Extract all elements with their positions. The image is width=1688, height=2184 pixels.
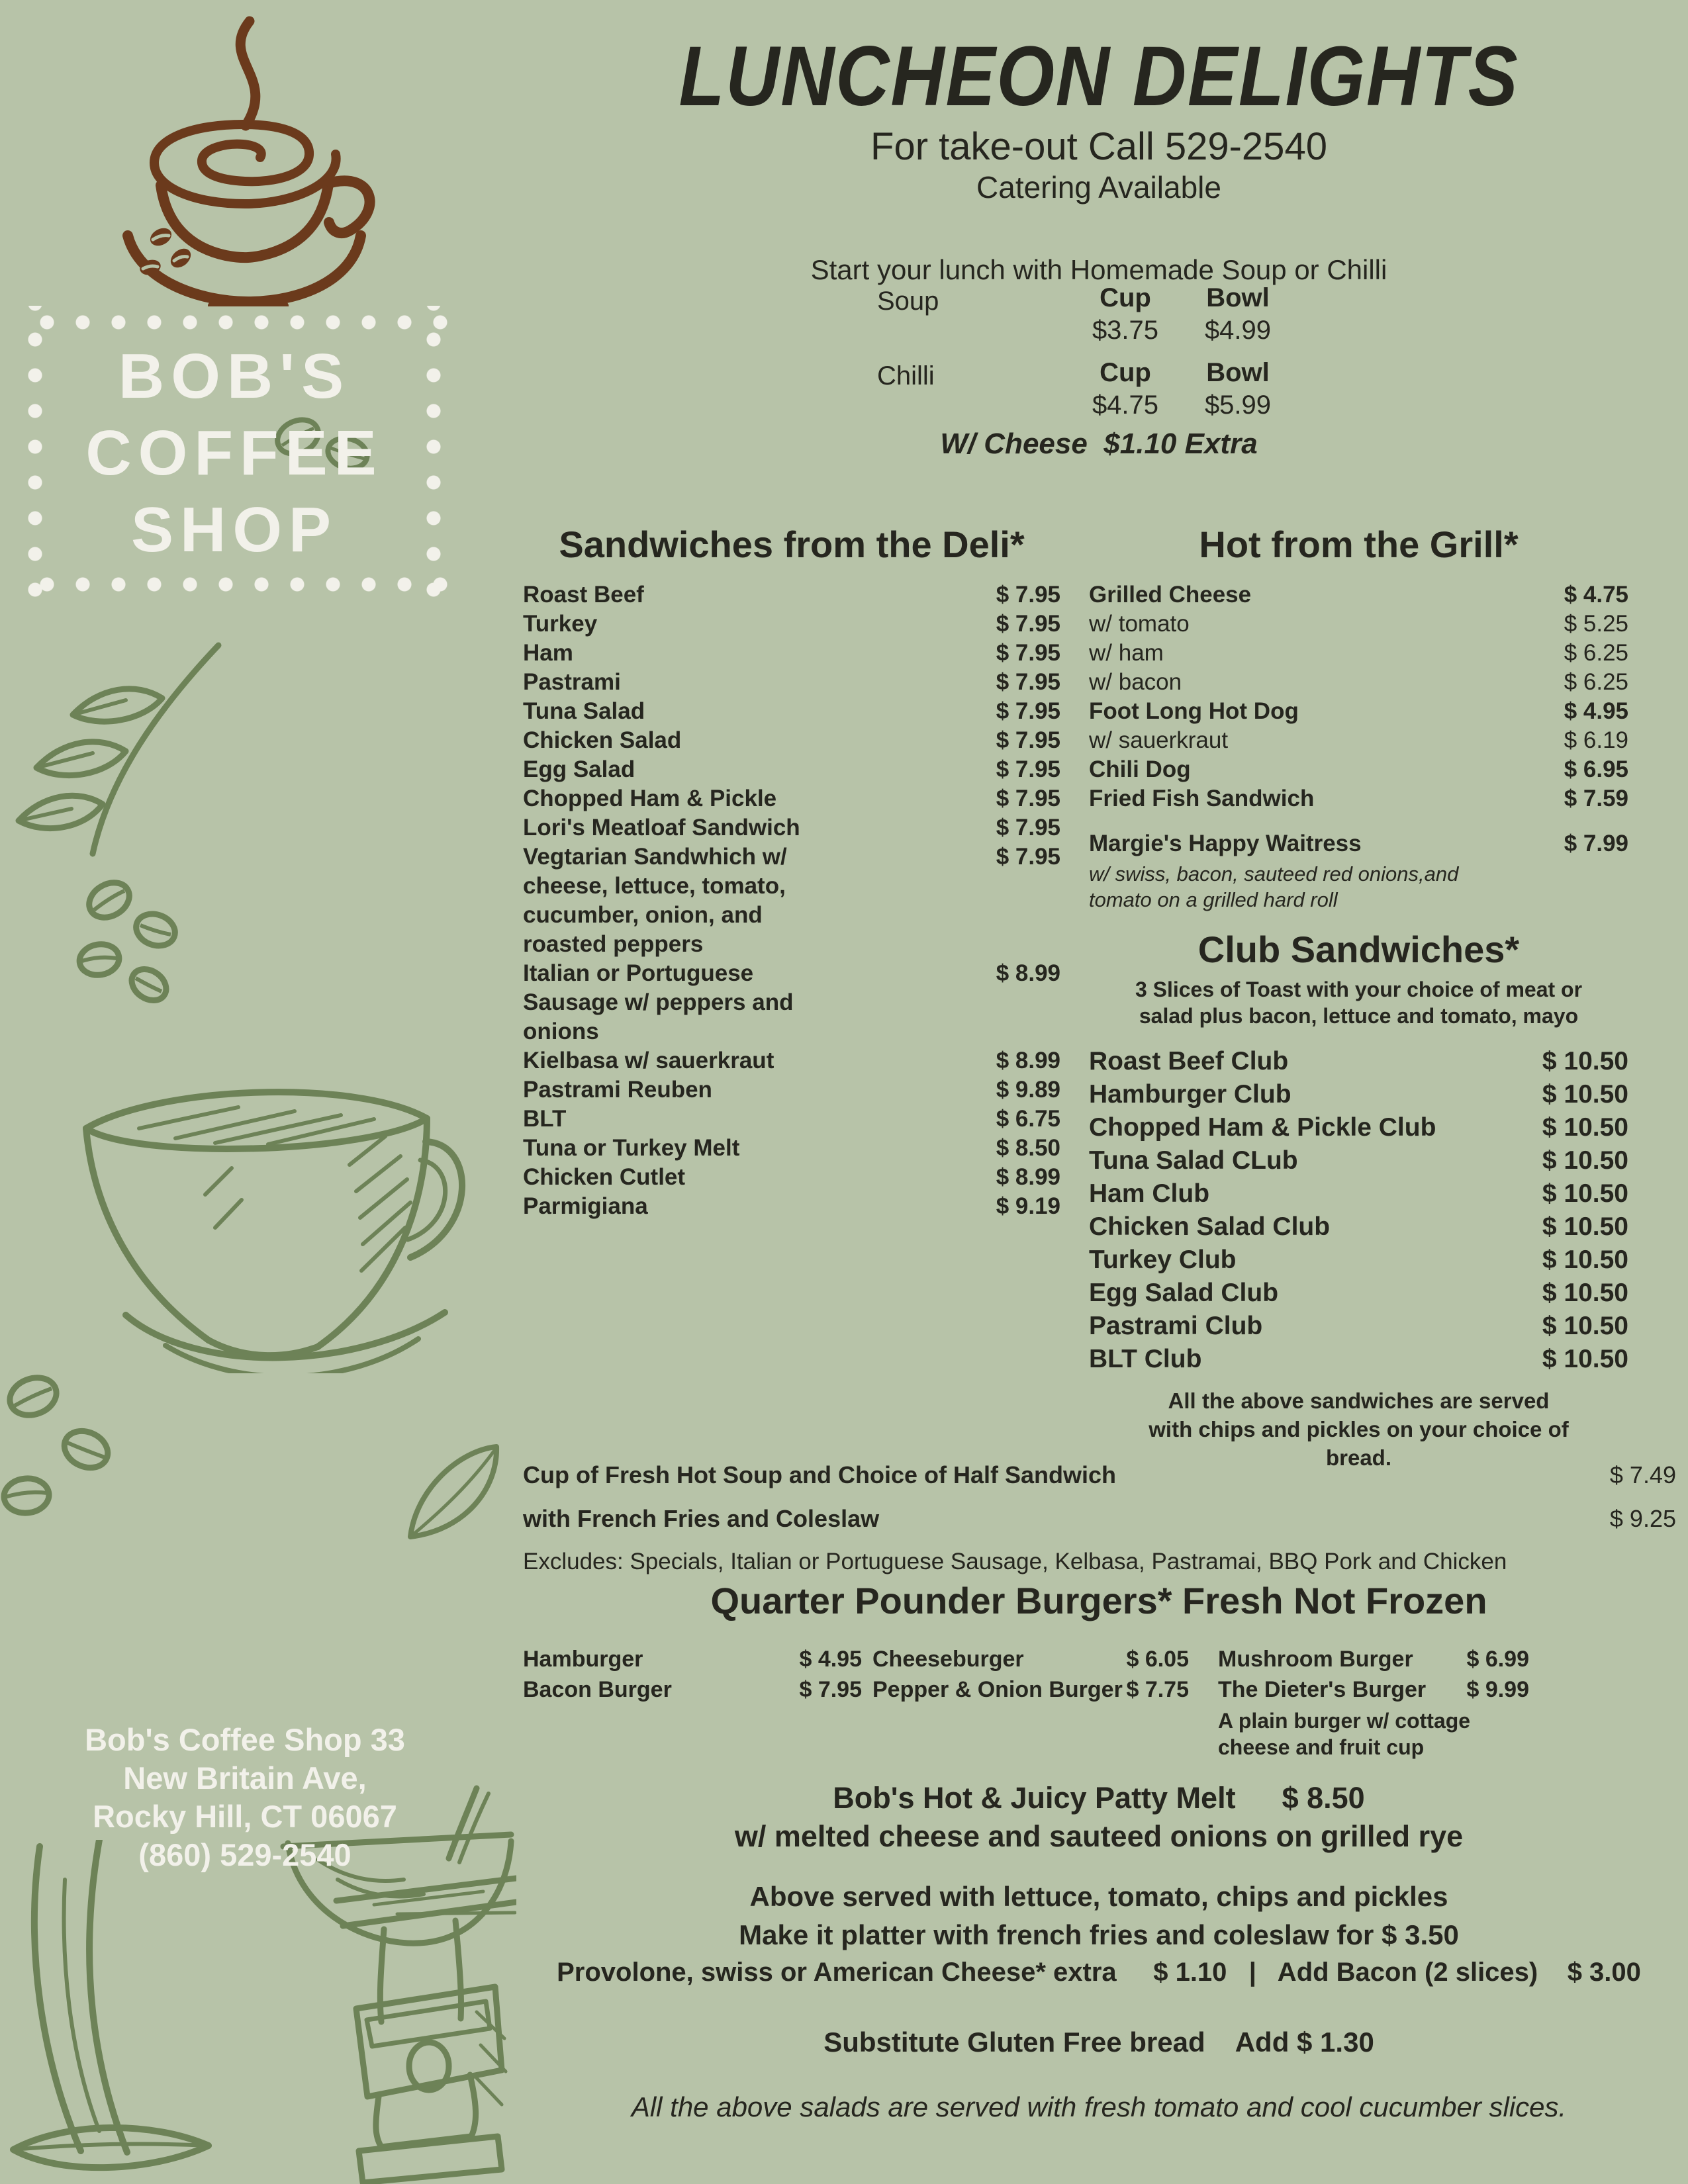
cup-column-header: Cup — [1100, 358, 1151, 387]
menu-item-price: $ 7.95 — [996, 611, 1060, 637]
menu-item: Roast Beef Club $ 10.50 — [1089, 1045, 1628, 1078]
bowl-column-header: Bowl — [1206, 283, 1270, 312]
menu-item-price: $ 9.99 — [1466, 1677, 1529, 1702]
club-section-title: Club Sandwiches* — [1197, 929, 1520, 970]
platter-note: Make it platter with french fries and coleslaw for $ 3.50 — [739, 1919, 1459, 1950]
menu-item: Hamburger $ 4.95 — [523, 1644, 862, 1674]
menu-item: Ham Club $ 10.50 — [1089, 1177, 1628, 1210]
menu-item-price: $ 10.50 — [1542, 1146, 1628, 1175]
menu-item: Lori's Meatloaf Sandwich $ 7.95 — [523, 813, 1060, 842]
chilli-cup-price: $4.75 — [1092, 390, 1159, 420]
menu-item: Mushroom Burger $ 6.99 — [1218, 1644, 1529, 1674]
menu-item: Pepper & Onion Burger $ 7.75 — [872, 1674, 1189, 1705]
menu-item-price: $ 10.50 — [1542, 1179, 1628, 1208]
club-section — [1089, 928, 1628, 1472]
starter-row-label: Chilli — [877, 361, 935, 390]
shop-address — [26, 1721, 463, 1874]
deli-section-title: Sandwiches from the Deli* — [559, 523, 1025, 565]
menu-item-price: $ 7.75 — [1126, 1677, 1189, 1702]
menu-item-price: $ 9.89 — [996, 1077, 1060, 1103]
takeout-line: For take-out Call 529-2540 — [870, 125, 1327, 168]
menu-item-price: $ 10.50 — [1542, 1047, 1628, 1075]
menu-item: Egg Salad Club $ 10.50 — [1089, 1277, 1628, 1310]
menu-item: Tuna Salad $ 7.95 — [523, 697, 1060, 726]
menu-item-price: $ 7.95 — [996, 815, 1060, 841]
menu-item-price: $ 6.05 — [1126, 1647, 1189, 1672]
menu-item-variant: w/ sauerkraut $ 6.19 — [1089, 726, 1628, 755]
menu-item-price: $ 7.95 — [996, 582, 1060, 608]
menu-item-price: $ 10.50 — [1542, 1345, 1628, 1373]
logo-box — [19, 306, 450, 601]
feature-item-name: Margie's Happy Waitress — [1089, 831, 1362, 856]
menu-item-price: $ 10.50 — [1542, 1113, 1628, 1142]
feature-item-price: $ 7.99 — [1564, 831, 1628, 856]
leaf-sprig-sketch — [0, 635, 245, 1006]
starter-row-label: Soup — [877, 287, 939, 316]
burgers-column-2 — [872, 1644, 1189, 1705]
menu-item-price: $ 10.50 — [1542, 1212, 1628, 1241]
feature-item — [1089, 829, 1628, 913]
combo-section — [523, 1460, 1676, 1576]
menu-item-price: $ 7.95 — [799, 1677, 862, 1702]
leaf-sketch — [397, 1436, 503, 1549]
menu-item-price: $ 8.99 — [996, 960, 1060, 986]
menu-item: BLT $ 6.75 — [523, 1105, 1060, 1134]
address-line: New Britain Ave, — [123, 1760, 367, 1796]
menu-item-price: $ 8.99 — [996, 1048, 1060, 1073]
patty-melt-price: $ 8.50 — [1282, 1781, 1365, 1815]
menu-item: Italian or Portuguese Sausage w/ peppers and onions $ 8.99 — [523, 960, 1060, 1044]
menu-item: Grilled Cheese $ 4.75 — [1089, 580, 1628, 610]
menu-item-price: $ 7.95 — [996, 640, 1060, 666]
menu-item-price: $ 5.25 — [1564, 611, 1628, 637]
menu-item: Hamburger Club $ 10.50 — [1089, 1078, 1628, 1111]
menu-item-price: $ 7.95 — [996, 756, 1060, 782]
club-section-subtitle: 3 Slices of Toast with your choice of meat or salad plus bacon, lettuce and tomato, mayo — [1135, 978, 1583, 1028]
menu-item-price: $ 10.50 — [1542, 1080, 1628, 1109]
menu-item-price: $ 7.95 — [996, 844, 1060, 870]
combo-excludes-note: Excludes: Specials, Italian or Portuguese Sausage, Kelbasa, Pastramai, BBQ Pork and Chicken — [523, 1549, 1507, 1574]
menu-item-price: $ 10.50 — [1542, 1246, 1628, 1274]
burgers-column-1 — [523, 1644, 862, 1705]
menu-item: Pastrami $ 7.95 — [523, 668, 1060, 697]
gluten-free-note: Substitute Gluten Free bread Add $ 1.30 — [823, 2026, 1374, 2058]
menu-item: Chicken Salad Club $ 10.50 — [1089, 1210, 1628, 1244]
combo-line-1: Cup of Fresh Hot Soup and Choice of Half Sandwich $ 7.49 — [523, 1460, 1676, 1490]
chilli-bowl-price: $5.99 — [1204, 390, 1272, 420]
coffee-cup-logo — [76, 12, 414, 306]
menu-item: Roast Beef $ 7.95 — [523, 580, 1060, 610]
menu-item: Vegtarian Sandwhich w/ cheese, lettuce, tomato, cucumber, onion, and roasted peppers $ 7.95 — [523, 844, 1060, 957]
page-title: LUNCHEON DELIGHTS — [679, 29, 1519, 124]
menu-item: Parmigiana $ 9.19 — [523, 1192, 1060, 1221]
menu-item: Chopped Ham & Pickle $ 7.95 — [523, 784, 1060, 813]
patty-melt-block — [523, 1779, 1675, 1856]
menu-item: Turkey Club $ 10.50 — [1089, 1244, 1628, 1277]
catering-line: Catering Available — [976, 170, 1221, 205]
menu-item: Chopped Ham & Pickle Club $ 10.50 — [1089, 1111, 1628, 1144]
menu-item-price: $ 7.95 — [996, 727, 1060, 753]
address-line: Bob's Coffee Shop 33 — [85, 1722, 405, 1757]
menu-item: BLT Club $ 10.50 — [1089, 1343, 1628, 1376]
address-line: Rocky Hill, CT 06067 — [93, 1799, 397, 1834]
menu-item-price: $ 8.99 — [996, 1164, 1060, 1190]
served-note: Above served with lettuce, tomato, chips and pickles — [749, 1881, 1448, 1912]
menu-item: Cheeseburger $ 6.05 — [872, 1644, 1189, 1674]
menu-item-price: $ 7.95 — [996, 786, 1060, 811]
starters-intro: Start your lunch with Homemade Soup or Chilli — [810, 254, 1387, 285]
logo-line-3: SHOP — [130, 494, 338, 565]
cheese-extra-note: W/ Cheese $1.10 Extra — [940, 428, 1258, 460]
menu-item: Turkey $ 7.95 — [523, 610, 1060, 639]
menu-item: Kielbasa w/ sauerkraut $ 8.99 — [523, 1046, 1060, 1075]
menu-item-price: $ 10.50 — [1542, 1279, 1628, 1307]
menu-item: Bacon Burger $ 7.95 — [523, 1674, 862, 1705]
grill-section — [1089, 523, 1628, 913]
burgers-section-title: Quarter Pounder Burgers* Fresh Not Frozen — [710, 1580, 1487, 1621]
menu-item-price: $ 4.95 — [1564, 698, 1628, 724]
menu-item: Tuna Salad CLub $ 10.50 — [1089, 1144, 1628, 1177]
coffee-grinder-sketch — [258, 1873, 516, 2184]
menu-item-price: $ 4.75 — [1564, 582, 1628, 608]
dieters-burger-description: A plain burger w/ cottage cheese and fruit cup — [1218, 1709, 1471, 1759]
menu-item-price: $ 4.95 — [799, 1647, 862, 1672]
deli-section — [523, 523, 1060, 1221]
menu-item-price: $ 7.95 — [996, 669, 1060, 695]
menu-item-price: $ 7.95 — [996, 698, 1060, 724]
menu-item-price: $ 6.75 — [996, 1106, 1060, 1132]
logo-line-1: BOB'S — [118, 341, 351, 412]
menu-item: Pastrami Club $ 10.50 — [1089, 1310, 1628, 1343]
logo-line-2: COFFEE — [85, 418, 383, 488]
club-section-note: All the above sandwiches are served with chips and pickles on your choice of bread. — [1149, 1388, 1569, 1470]
patty-melt-description: w/ melted cheese and sauteed onions on grilled rye — [734, 1819, 1464, 1853]
patty-melt-name: Bob's Hot & Juicy Patty Melt — [833, 1781, 1236, 1815]
menu-item-variant: w/ tomato $ 5.25 — [1089, 610, 1628, 639]
bowl-column-header: Bowl — [1206, 358, 1270, 387]
cheese-bacon-note: Provolone, swiss or American Cheese* extra $ 1.10 | Add Bacon (2 slices) $ 3.00 — [557, 1958, 1641, 1987]
menu-item: The Dieter's Burger $ 9.99 — [1218, 1674, 1529, 1705]
grill-section-title: Hot from the Grill* — [1199, 523, 1519, 565]
plant-leaves-sketch — [0, 1840, 238, 2184]
burgers-column-3 — [1218, 1644, 1529, 1760]
menu-item: Egg Salad $ 7.95 — [523, 755, 1060, 784]
menu-item-variant: w/ bacon $ 6.25 — [1089, 668, 1628, 697]
menu-item: Chicken Salad $ 7.95 — [523, 726, 1060, 755]
menu-item-price: $ 6.25 — [1564, 669, 1628, 695]
menu-item-price: $ 10.50 — [1542, 1312, 1628, 1340]
menu-item-price: $ 6.19 — [1564, 727, 1628, 753]
menu-item-variant: w/ ham $ 6.25 — [1089, 639, 1628, 668]
soup-cup-price: $3.75 — [1092, 316, 1159, 345]
menu-item-price: $ 6.95 — [1564, 756, 1628, 782]
menu-item-price: $ 6.99 — [1466, 1647, 1529, 1672]
menu-item-price: $ 8.50 — [996, 1135, 1060, 1161]
menu-item-price: $ 7.59 — [1564, 786, 1628, 811]
menu-item: Tuna or Turkey Melt $ 8.50 — [523, 1134, 1060, 1163]
menu-item: Chicken Cutlet $ 8.99 — [523, 1163, 1060, 1192]
menu-item: Ham $ 7.95 — [523, 639, 1060, 668]
menu-item-price: $ 6.25 — [1564, 640, 1628, 666]
page-header — [523, 28, 1675, 125]
combo-line-2: with French Fries and Coleslaw $ 9.25 — [523, 1504, 1676, 1534]
combo-price-1: $ 7.49 — [1609, 1461, 1676, 1488]
menu-item: Foot Long Hot Dog $ 4.95 — [1089, 697, 1628, 726]
feature-item-description: w/ swiss, bacon, sauteed red onions,and tomato on a grilled hard roll — [1089, 862, 1459, 911]
soup-bowl-price: $4.99 — [1204, 316, 1272, 345]
menu-item: Chili Dog $ 6.95 — [1089, 755, 1628, 784]
salads-note: All the above salads are served with fresh tomato and cool cucumber slices. — [631, 2091, 1567, 2122]
cup-column-header: Cup — [1100, 283, 1151, 312]
menu-item: Fried Fish Sandwich $ 7.59 — [1089, 784, 1628, 813]
coffee-beans-sketch-2 — [0, 1363, 146, 1535]
menu-item-price: $ 9.19 — [996, 1193, 1060, 1219]
address-phone: (860) 529-2540 — [138, 1837, 352, 1872]
menu-item: Pastrami Reuben $ 9.89 — [523, 1075, 1060, 1105]
coffee-cup-sketch — [40, 1029, 477, 1373]
combo-price-2: $ 9.25 — [1609, 1505, 1676, 1532]
